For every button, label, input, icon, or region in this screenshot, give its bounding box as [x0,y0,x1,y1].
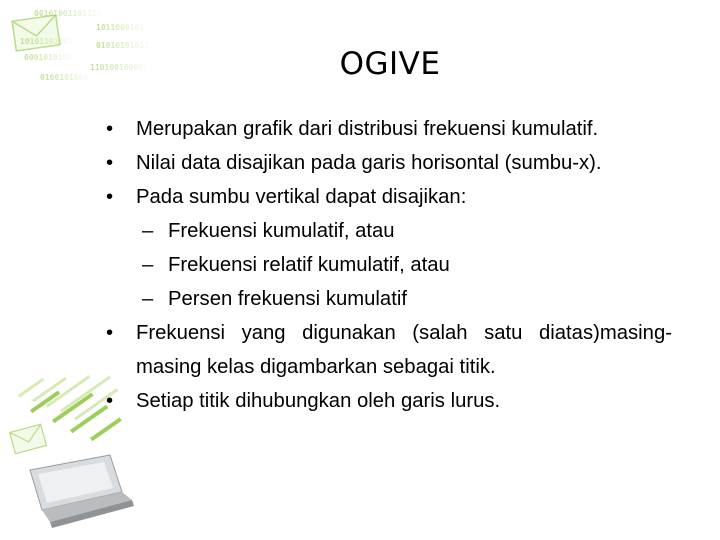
list-item [106,112,672,146]
bullet-marker: • [106,186,114,208]
list-item-text: Pada sumbu vertikal dapat disajikan: [136,186,467,208]
bullet-list [106,112,672,418]
bullet-marker: • [106,118,114,140]
bullet-marker: • [106,152,114,174]
sub-list-item [106,214,672,248]
envelope-icon [10,424,47,454]
svg-text:01010101011: 01010101011 [96,41,149,50]
sub-list-item-text: Frekuensi relatif kumulatif, atau [168,254,450,276]
svg-text:0001010100: 0001010100 [24,53,73,62]
svg-text:1011000101: 1011000101 [96,23,145,32]
sub-list-item [106,248,672,282]
list-item [106,316,672,384]
list-item-text: Setiap titik dihubungkan oleh garis lurus. [136,390,501,412]
dash-marker: – [142,220,154,242]
svg-text:0100101000: 0100101000 [40,73,89,82]
laptop-icon [30,455,134,528]
list-item-text: Nilai data disajikan pada garis horisontal (sumbu-x). [136,152,602,174]
list-item [106,146,672,180]
svg-text:110100100001: 110100100001 [90,63,148,72]
dash-marker: – [142,288,154,310]
dash-marker: – [142,254,154,276]
sub-list-item [106,282,672,316]
bullet-marker: • [106,390,114,412]
list-item-text: Frekuensi yang digunakan (salah satu diatas)masing-masing kelas digambarkan sebagai titik. [136,322,672,378]
list-item [106,384,672,418]
svg-text:10101101001: 10101101001 [20,37,73,46]
list-item-text: Merupakan grafik dari distribusi frekuensi kumulatif. [136,118,599,140]
bullet-marker: • [106,322,114,344]
sub-list-item-text: Persen frekuensi kumulatif [168,288,407,310]
sub-list-item-text: Frekuensi kumulatif, atau [168,220,395,242]
svg-text:00101001101110: 00101001101110 [34,9,102,18]
slide-title: OGIVE [339,46,441,82]
list-item [106,180,672,214]
